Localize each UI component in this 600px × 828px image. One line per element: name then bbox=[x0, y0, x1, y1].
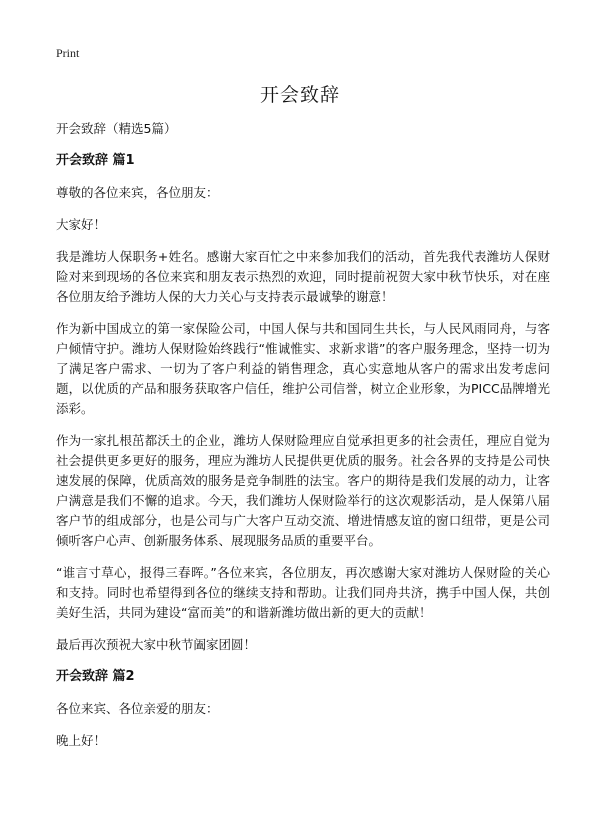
paragraph: 尊敬的各位来宾，各位朋友： bbox=[56, 185, 219, 200]
section-heading: 开会致辞 篇2 bbox=[56, 669, 135, 684]
section-heading: 开会致辞 篇1 bbox=[56, 153, 135, 168]
print-link[interactable]: Print bbox=[56, 46, 80, 60]
page-title: 开会致辞 bbox=[259, 84, 340, 106]
paragraph: 各位来宾、各位亲爱的朋友： bbox=[56, 701, 219, 716]
paragraph: “谁言寸草心，报得三春晖。”各位来宾，各位朋友，再次感谢大家对潍坊人保财险的关心和支持。同时也希望得到各位的继续支持和帮助。让我们同舟共济，携手中国人保，共创美好生活，共同为建设“富而美”的和谐新潍坊做出新的更大的贡献！ bbox=[56, 565, 550, 620]
subtitle: 开会致辞（精选5篇） bbox=[56, 121, 177, 136]
paragraph: 作为一家扎根茁都沃土的企业，潍坊人保财险理应自觉承担更多的社会责任，理应自觉为社会提供更多更好的服务，理应为潍坊人民提供更优质的服务。社会各界的支持是公司快速发展的保障，优质高效的服务是竞争制胜的法宝。客户的期待是我们发展的动力，让客户满意是我们不懈的追求。今天，我们潍坊人保财险举行的这次观影活动，是人保第八届客户节的组成部分，也是公司与广大客户互动交流、增进情感友谊的窗口纽带，更是公司倾听客户心声、创新服务体系、展现服务品质的重要平台。 bbox=[56, 433, 550, 548]
paragraph: 晚上好！ bbox=[56, 733, 107, 748]
document-body bbox=[56, 119, 550, 763]
paragraph: 我是潍坊人保职务+姓名。感谢大家百忙之中来参加我们的活动，首先我代表潍坊人保财险对来到现场的各位来宾和朋友表示热烈的欢迎，同时提前祝贺大家中秋节快乐，对在座各位朋友给予潍坊人保的大力关心与支持表示最诚挚的谢意！ bbox=[56, 249, 550, 304]
paragraph: 作为新中国成立的第一家保险公司，中国人保与共和国同生共长，与人民风雨同舟，与客户倾情守护。潍坊人保财险始终践行“惟诚惟实、求新求谐”的客户服务理念，坚持一切为了满足客户需求、一切为了客户利益的销售理念，真心实意地从客户的需求出发考虑问题，以优质的产品和服务获取客户信任，维护公司信誉，树立企业形象，为PICC品牌增光添彩。 bbox=[56, 321, 550, 416]
paragraph: 大家好！ bbox=[56, 217, 107, 232]
paragraph: 最后再次预祝大家中秋节阖家团圆！ bbox=[56, 637, 257, 652]
